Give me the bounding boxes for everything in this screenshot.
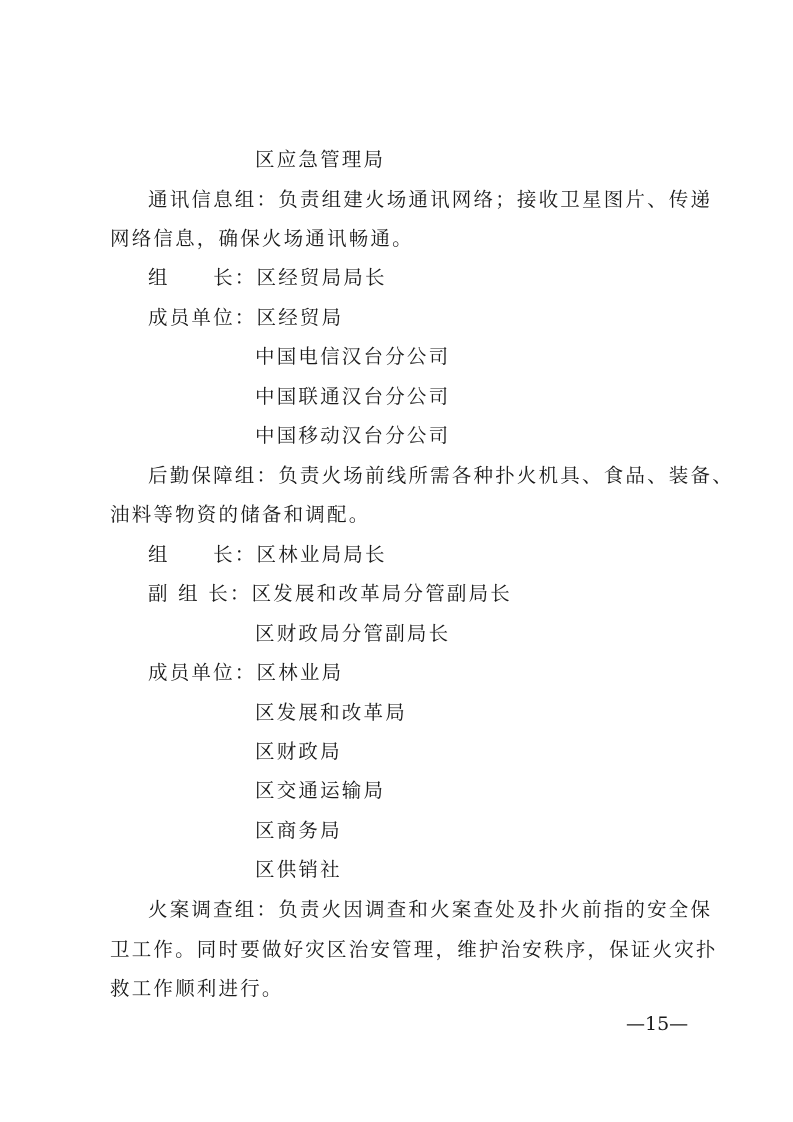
text-line: 中国联通汉台分公司 bbox=[255, 385, 451, 408]
text-line: 区商务局 bbox=[255, 819, 342, 842]
text-line: 后勤保障组：负责火场前线所需各种扑火机具、食品、装备、 bbox=[148, 464, 734, 487]
text-line: 网络信息，确保火场通讯畅通。 bbox=[110, 227, 414, 250]
text-line: 中国电信汉台分公司 bbox=[255, 345, 451, 368]
text-line: 救工作顺利进行。 bbox=[110, 977, 284, 1000]
text-line: 油料等物资的储备和调配。 bbox=[110, 503, 371, 526]
text-line: 火案调查组：负责火因调查和火案查处及扑火前指的安全保 bbox=[148, 898, 713, 921]
text-line: 区财政局 bbox=[255, 740, 342, 763]
text-line: 中国移动汉台分公司 bbox=[255, 424, 451, 447]
text-line: 区应急管理局 bbox=[255, 148, 386, 171]
text-line: 成员单位：区经贸局 bbox=[148, 306, 344, 329]
text-line: 卫工作。同时要做好灾区治安管理，维护治安秩序，保证火灾扑 bbox=[110, 938, 718, 961]
text-line: 组 长：区经贸局局长 bbox=[148, 266, 387, 289]
page-number: —15— bbox=[626, 1013, 689, 1035]
text-line: 区供销社 bbox=[255, 858, 342, 881]
text-line: 区交通运输局 bbox=[255, 779, 386, 802]
text-line: 区财政局分管副局长 bbox=[255, 622, 451, 645]
text-line: 通讯信息组：负责组建火场通讯网络；接收卫星图片、传递 bbox=[148, 188, 713, 211]
text-line: 区发展和改革局 bbox=[255, 701, 407, 724]
text-line: 副 组 长：区发展和改革局分管副局长 bbox=[148, 582, 512, 605]
text-line: 组 长：区林业局局长 bbox=[148, 543, 387, 566]
text-line: 成员单位：区林业局 bbox=[148, 661, 344, 684]
